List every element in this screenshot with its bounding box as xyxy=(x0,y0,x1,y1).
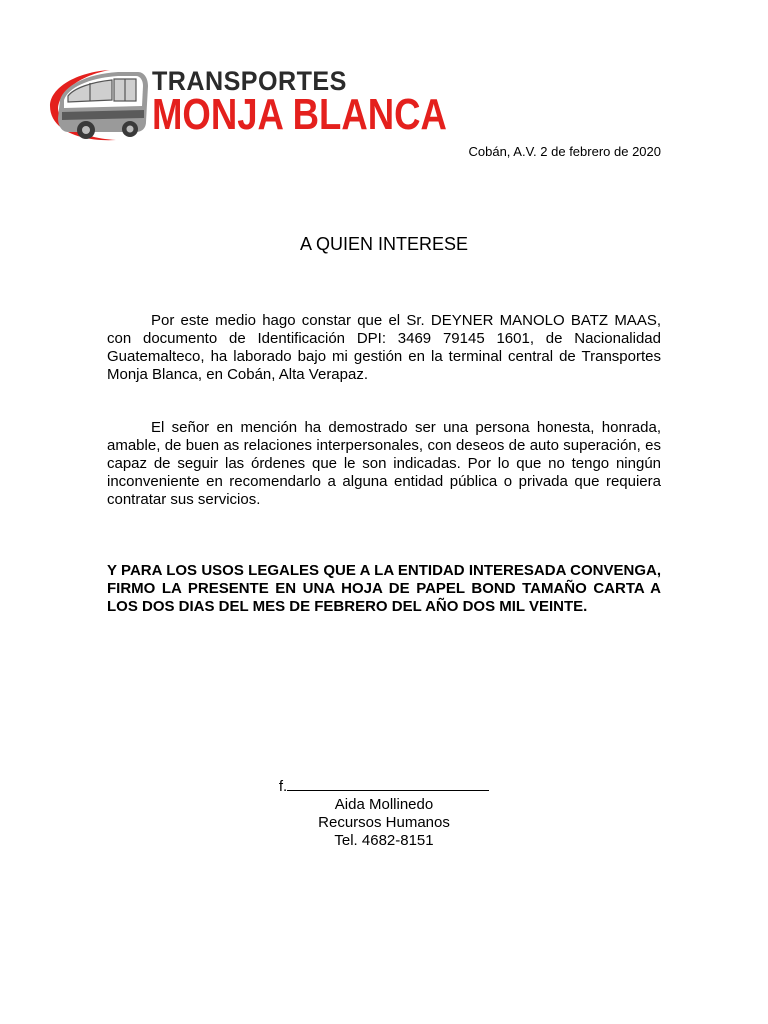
signature-line xyxy=(279,776,489,796)
signer-department: Recursos Humanos xyxy=(318,814,450,831)
signature-rule xyxy=(287,776,489,791)
body-paragraph-2: El señor en mención ha demostrado ser una persona honesta, honrada, amable, de buen as relaciones interpersonales, con deseos de auto superación, es capaz de seguir las órdenes que le son indicadas. Por lo que no tengo ningún inconveniente en recomendarlo a alguna entidad pública o privada que requiera contratar sus servicios. xyxy=(107,419,661,508)
company-logo xyxy=(46,66,447,146)
signature-block xyxy=(0,776,768,850)
body-paragraph-1: Por este medio hago constar que el Sr. DEYNER MANOLO BATZ MAAS, con documento de Identificación DPI: 3469 79145 1601, de Nacionalidad Guatemalteco, ha laborado bajo mi gestión en la terminal central de Transportes Monja Blanca, en Cobán, Alta Verapaz. xyxy=(107,312,661,383)
date-line: Cobán, A.V. 2 de febrero de 2020 xyxy=(468,144,661,159)
company-name-line1: TRANSPORTES xyxy=(152,66,347,96)
body-paragraph-3: Y PARA LOS USOS LEGALES QUE A LA ENTIDAD INTERESADA CONVENGA, FIRMO LA PRESENTE EN UNA HOJA DE PAPEL BOND TAMAÑO CARTA A LOS DOS DIAS DEL MES DE FEBRERO DEL AÑO DOS MIL VEINTE. xyxy=(107,562,661,615)
document-title: A QUIEN INTERESE xyxy=(299,234,469,254)
signer-phone: Tel. 4682-8151 xyxy=(334,832,434,849)
signer-name: Aida Mollinedo xyxy=(334,796,434,813)
bus-icon xyxy=(46,66,150,146)
company-name-line2: MONJA BLANCA xyxy=(152,90,447,139)
signature-prefix: f. xyxy=(278,778,288,795)
